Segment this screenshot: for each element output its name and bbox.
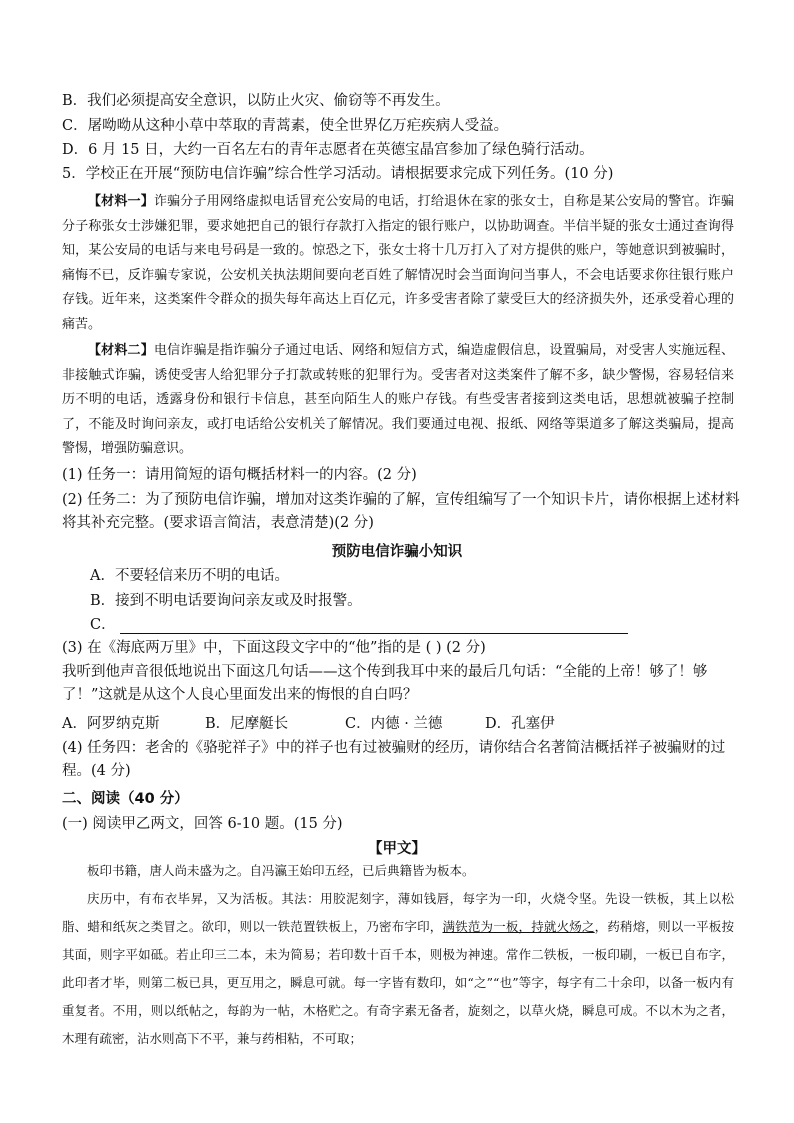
card-item-a: A．不要轻信来历不明的电话。: [90, 568, 289, 584]
question-5: 5．学校正在开展“预防电信诈骗”综合性学习活动。请根据要求完成下列任务。(10 分): [62, 166, 614, 182]
material-two: [62, 339, 734, 462]
material-two-text: 电信诈骗是指诈骗分子通过电话、网络和短信方式，编造虚假信息，设置骗局，对受害人实施远程、非接触式诈骗，诱使受害人给犯罪分子打款或转账的犯罪行为。受害者对这类案件了解不多，缺少警惕，容易轻信来历不明的电话，透露身份和银行卡信息，甚至向陌生人的账户存钱。有些受害者接到这类电话，思想就被骗子控制了，不能及时询问亲友，或打电话给公安机关了解情况。我们要通过电视、报纸、网络等渠道多了解这类骗局，提高警惕，增强防骗意识。: [62, 343, 734, 456]
task-three-option-b: B．尼摩艇长: [205, 716, 289, 732]
jia-title: 【甲文】: [368, 841, 426, 857]
jia-p2-after: ，药稍熔，则以一平板按其面，则字平如砥。若止印三二本，未为简易；若印数十百千本，则极为神速。常作二铁板，一板印刷，一板已自布字，此印者才毕，则第二板已具，更互用之，瞬息可就。每一字皆有数印，如“之”“也”等字，每字有二十余印，以备一板内有重复者。不用，则以纸帖之，每韵为一帖，木格贮之。有奇字素无备者，旋刻之，以草火烧，瞬息可成。不以木为之者，木理有疏密，沾水则高下不平，兼与药相粘，不可取；: [62, 919, 734, 1046]
jia-p2-underlined: 满铁范为一板，持就火炀之: [442, 919, 595, 934]
card-item-b: B．接到不明电话要询问亲友或及时报警。: [90, 593, 362, 609]
jia-paragraph-2: [62, 885, 734, 1053]
task-three-options: [62, 713, 555, 735]
option-d: D．6 月 15 日，大约一百名左右的青年志愿者在英德宝晶宫参加了绿色骑行活动。: [62, 142, 594, 158]
section-heading: 二、阅读（40 分）: [62, 791, 189, 807]
jia-p2-before: 庆历中，有布衣毕昇，又为活板。其法：用胶泥刻字，薄如钱唇，每字为一印，火烧令坚。先设一铁板，其上以松脂、蜡和纸灰之类冒之。欲印，则以一铁范置铁板上，乃密布字印，: [62, 891, 734, 934]
task-three-option-c: C．内德 · 兰德: [345, 716, 443, 732]
option-b: B．我们必须提高安全意识，以防止火灾、偷窃等不再发生。: [62, 93, 450, 109]
task-one: (1) 任务一：请用简短的语句概括材料一的内容。(2 分): [62, 467, 417, 483]
material-one-text: 诈骗分子用网络虚拟电话冒充公安局的电话，打给退休在家的张女士，自称是某公安局的警官。诈骗分子称张女士涉嫌犯罪，要求她把自己的银行存款打入指定的银行账户，以协助调查。半信半疑的张女士通过查询得知，某公安局的电话与来电号码是一致的。惊恐之下，张女士将十几万打入了对方提供的账户，等她意识到被骗时，痛悔不已，反诈骗专家说，公安机关执法期间要向老百姓了解情况时会当面询问当事人，不会电话要求你往银行账户存钱。近年来，这类案件令群众的损失每年高达上百亿元，许多受害者除了蒙受巨大的经济损失外，还承受着心理的痛苦。: [62, 194, 734, 332]
task-three-option-a: A．阿罗纳克斯: [62, 716, 160, 732]
card-title: 预防电信诈骗小知识: [331, 544, 463, 560]
task-four: (4) 任务四：老舍的《骆驼祥子》中的祥子也有过被骗财的经历，请你结合名著简洁概括祥子被骗财的过程。(4 分): [62, 740, 726, 779]
task-two: (2) 任务二：为了预防电信诈骗，增加对这类诈骗的了解，宣传组编写了一个知识卡片，请你根据上述材料将其补充完整。(要求语言简洁，表意清楚)(2 分): [62, 492, 740, 531]
task-three: (3) 在《海底两万里》中，下面这段文字中的“他”指的是 ( ) (2 分): [62, 640, 486, 656]
task-three-quote: 我听到他声音很低地说出下面这几句话——这个传到我耳中来的最后几句话：“全能的上帝！够了！够了！”这就是从这个人良心里面发出来的悔恨的自白吗？: [62, 664, 708, 703]
material-one: [62, 190, 734, 337]
card-item-c-label: C．: [90, 617, 116, 633]
jia-paragraph-1: 板印书籍，唐人尚未盛为之。自冯瀛王始印五经，已后典籍皆为板本。: [87, 863, 475, 878]
answer-blank[interactable]: [120, 617, 628, 634]
material-one-tag: 【材料一】: [88, 194, 154, 209]
section-subheading: (一) 阅读甲乙两文，回答 6-10 题。(15 分): [62, 816, 343, 832]
card-item-c: [90, 614, 628, 636]
option-c: C．屠呦呦从这种小草中萃取的青蒿素，使全世界亿万疟疾病人受益。: [62, 118, 509, 134]
task-three-option-d: D．孔塞伊: [485, 716, 555, 732]
material-two-tag: 【材料二】: [88, 343, 154, 358]
